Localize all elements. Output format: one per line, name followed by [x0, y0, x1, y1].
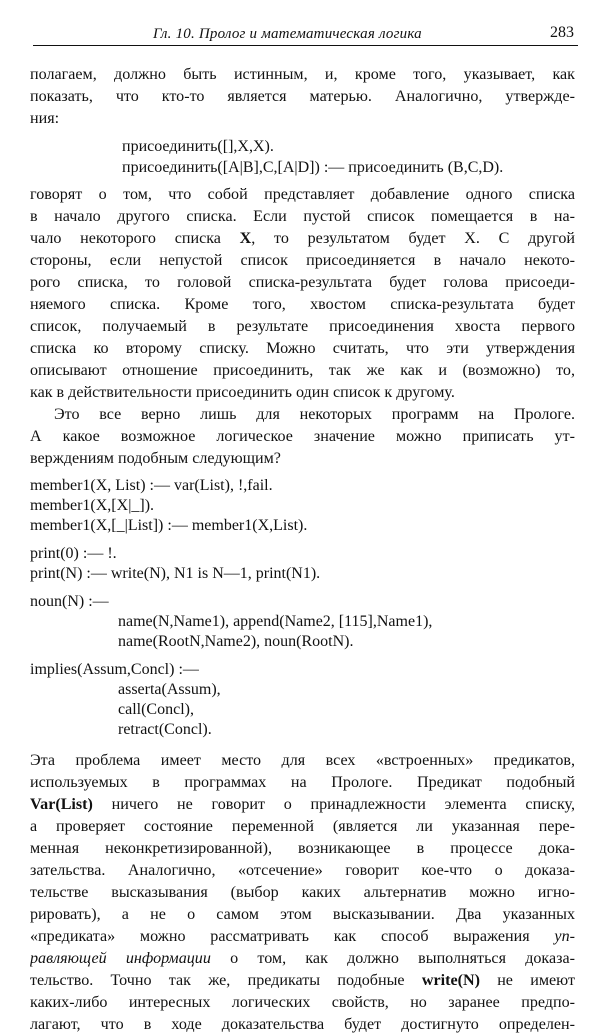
- text-line: Эта проблема имеет место для всех «встроенных» предикатов,: [30, 752, 575, 769]
- text-line: стороны, если непустой список присоединяется в начало некото-: [30, 252, 575, 269]
- text-line: списка ко второму списку. Можно считать, что эти утверждения: [30, 340, 575, 357]
- code-line: asserta(Assum),: [118, 681, 221, 698]
- code-line: print(0) :— !.: [30, 545, 117, 562]
- text-line: [30, 926, 575, 948]
- text-line: список, получаемый в результате присоединения хвоста первого: [30, 318, 575, 335]
- text-segment: не имеют: [479, 972, 575, 989]
- page-number: 283: [550, 24, 574, 41]
- text-line: [30, 948, 575, 970]
- text-segment: тельство. Точно так же, предикаты подобные: [30, 972, 405, 989]
- text-line: каких-либо интересных логических свойств, но заранее предпо-: [30, 994, 575, 1011]
- text-line: няемого списка. Кроме того, хвостом списка-результата будет: [30, 296, 575, 313]
- text-line: полагаем, должно быть истинным, и, кроме того, указывает, как: [30, 66, 575, 83]
- code-line: member1(X,[X|_]).: [30, 497, 155, 514]
- text-line: лагают, что в ходе доказательства будет достигнуто определен-: [30, 1016, 575, 1033]
- page-body: [30, 64, 575, 1036]
- text-line: ния:: [30, 110, 60, 127]
- text-line: описывают отношение присоединить, так же как и (возможно) то,: [30, 362, 575, 379]
- header-rule: [33, 45, 578, 46]
- text-line: [30, 228, 575, 250]
- text-line: [30, 970, 575, 992]
- bold-variable: X: [239, 230, 252, 247]
- text-line: рого списка, то головой списка-результата будет голова присоеди-: [30, 274, 575, 291]
- italic-term: равляющей информации: [30, 950, 211, 967]
- code-line: call(Concl),: [118, 701, 194, 718]
- code-line: member1(X,[_|List]) :— member1(X,List).: [30, 517, 308, 534]
- code-line: name(RootN,Name2), noun(RootN).: [118, 633, 354, 650]
- text-line: Это все верно лишь для некоторых программ на Прологе.: [54, 406, 575, 423]
- formula-line: присоединить([],X,X).: [122, 138, 274, 155]
- text-segment: чало некоторого списка: [30, 230, 221, 247]
- code-line: noun(N) :—: [30, 593, 109, 610]
- text-segment: ничего не говорит о принадлежности элемента списку,: [92, 796, 575, 813]
- text-line: тельстве высказывания (выбор каких альтернатив можно игно-: [30, 884, 575, 901]
- text-line: говорят о том, что собой представляет добавление одного списка: [30, 186, 575, 203]
- text-segment: «предиката» можно рассматривать как способ выражения: [30, 928, 530, 945]
- code-line: member1(X, List) :— var(List), !,fail.: [30, 477, 273, 494]
- code-line: print(N) :— write(N), N1 is N—1, print(N1).: [30, 565, 321, 582]
- text-line: как в действительности присоединить один список к другому.: [30, 384, 455, 401]
- bold-predicate: Var(List): [30, 796, 93, 813]
- bold-predicate: write(N): [421, 972, 480, 989]
- running-header: [33, 24, 578, 46]
- text-line: верждениям подобным следующим?: [30, 450, 281, 467]
- italic-term: уп-: [554, 928, 575, 945]
- text-line: зательства. Аналогично, «отсечение» говорит кое-что о доказа-: [30, 862, 575, 879]
- text-line: используемых в программах на Прологе. Предикат подобный: [30, 774, 575, 791]
- text-segment: , то результатом будет X. С другой: [251, 230, 575, 247]
- chapter-title: Гл. 10. Пролог и математическая логика: [153, 26, 422, 42]
- text-line: рировать), а не о самом этом высказывании. Два указанных: [30, 906, 575, 923]
- code-line: retract(Concl).: [118, 721, 212, 738]
- text-segment: о том, как должно выполняться доказа-: [210, 950, 575, 967]
- code-line: implies(Assum,Concl) :—: [30, 661, 199, 678]
- formula-line: присоединить([A|B],C,[A|D]) :— присоединить (B,C,D).: [122, 159, 504, 176]
- text-line: менная неконкретизированной), возникающее в процессе дока-: [30, 840, 575, 857]
- text-line: [30, 794, 575, 816]
- text-line: а проверяет состояние переменной (является ли указанная пере-: [30, 818, 575, 835]
- code-line: name(N,Name1), append(Name2, [115],Name1),: [118, 613, 433, 630]
- text-line: А какое возможное логическое значение можно приписать ут-: [30, 428, 575, 445]
- text-line: показать, что кто-то является матерью. Аналогично, утвержде-: [30, 88, 575, 105]
- text-line: в начало другого списка. Если пустой список помещается в на-: [30, 208, 575, 225]
